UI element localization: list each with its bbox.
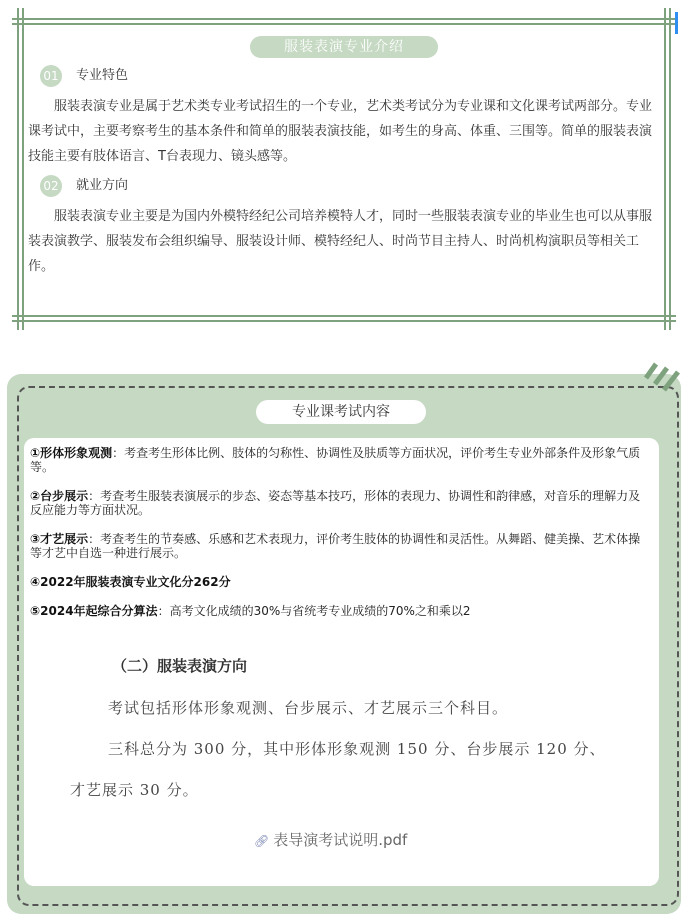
- frame-right-line: [669, 8, 671, 330]
- section-number-01: 01: [40, 65, 62, 87]
- attachment-link[interactable]: [254, 829, 407, 852]
- direction-heading: （二）服装表演方向: [112, 657, 248, 675]
- direction-line-3: 才艺展示 30 分。: [70, 781, 199, 799]
- exam-item-label: ⑤2024年起综合分算法: [30, 604, 158, 618]
- section-number-02: 02: [40, 175, 62, 197]
- frame-left-line: [17, 8, 19, 330]
- direction-line-2: 三科总分为 300 分，其中形体形象观测 150 分、台步展示 120 分、: [108, 740, 606, 758]
- exam-item-5: [30, 604, 650, 618]
- exam-item-2: [30, 489, 650, 517]
- frame-top-line: [12, 18, 676, 20]
- attachment-filename[interactable]: 表导演考试说明.pdf: [273, 831, 408, 849]
- section-heading-features: 专业特色: [76, 68, 129, 83]
- exam-item-text: ：高考文化成绩的30%与省统考专业成绩的70%之和乘以2: [157, 604, 471, 618]
- exam-title: 专业课考试内容: [256, 400, 426, 424]
- frame-bottom-line-inner: [12, 315, 676, 317]
- exam-item-label: ④2022年服装表演专业文化分262分: [30, 575, 231, 589]
- scroll-indicator: [675, 12, 678, 34]
- frame-bottom-line: [12, 320, 676, 322]
- direction-line-1: 考试包括形体形象观测、台步展示、才艺展示三个科目。: [108, 699, 509, 717]
- frame-top-line-inner: [12, 23, 676, 25]
- section-body-features: 服装表演专业是属于艺术类专业考试招生的一个专业，艺术类考试分为专业课和文化课考试两部分。专业课考试中，主要考察考生的基本条件和简单的服装表演技能，如考生的身高、体重、三围等。简单的服装表演技能主要有肢体语言、T台表现力、镜头感等。: [28, 99, 653, 164]
- frame-left-line-inner: [22, 8, 24, 330]
- exam-item-3: [30, 532, 650, 560]
- stripes-icon: [640, 356, 684, 396]
- exam-item-4: [30, 575, 650, 589]
- intro-section: [0, 0, 688, 340]
- section-body-career: 服装表演专业主要是为国内外模特经纪公司培养模特人才，同时一些服装表演专业的毕业生也可以从事服装表演教学、服装发布会组织编导、服装设计师、模特经纪人、时尚节目主持人、时尚机构演职员等相关工作。: [28, 209, 653, 274]
- frame-right-line-inner: [664, 8, 666, 330]
- exam-item-label: ③才艺展示: [30, 532, 89, 546]
- intro-title: 服装表演专业介绍: [250, 36, 438, 58]
- exam-item-text: ：考查考生服装表演展示的步态、姿态等基本技巧，形体的表现力、协调性和韵律感，对音乐的理解力及反应能力等方面状况。: [30, 489, 641, 517]
- exam-item-text: ：考查考生形体比例、肢体的匀称性、协调性及肤质等方面状况，评价考生专业外部条件及形象气质等。: [30, 446, 641, 474]
- section-heading-career: 就业方向: [76, 178, 129, 193]
- exam-item-1: [30, 446, 650, 474]
- exam-item-text: ：考查考生的节奏感、乐感和艺术表现力，评价考生肢体的协调性和灵活性。从舞蹈、健美操、艺术体操等才艺中自选一种进行展示。: [30, 532, 641, 560]
- exam-item-label: ②台步展示: [30, 489, 89, 503]
- exam-item-label: ①形体形象观测: [30, 446, 113, 460]
- paperclip-icon: 🔗︎: [254, 834, 270, 848]
